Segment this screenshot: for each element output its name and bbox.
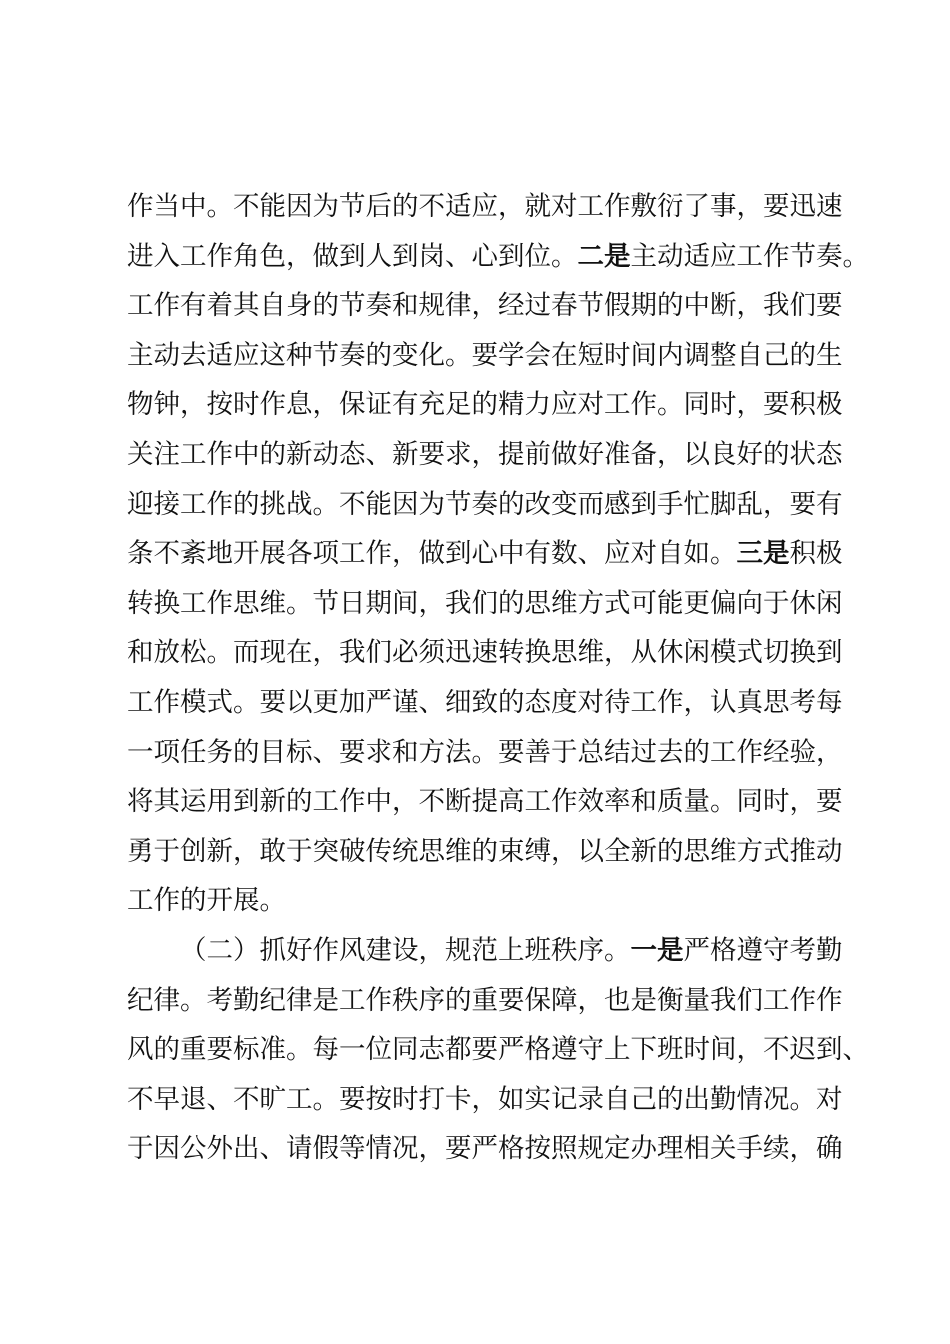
line-text: 勇于创新，敢于突破传统思维的束缚，以全新的思维方式推动: [127, 835, 843, 867]
line-text: 条不紊地开展各项工作，做到心中有数、应对自如。: [127, 538, 737, 570]
text-line: [127, 331, 847, 381]
text-line: [127, 380, 847, 430]
line-text: 和放松。而现在，我们必须迅速转换思维，从休闲模式切换到: [127, 637, 843, 669]
text-line: [127, 777, 847, 827]
text-line: [127, 430, 847, 480]
line-text: 主动适应工作节奏。: [630, 240, 869, 272]
text-line: [127, 182, 847, 232]
line-text: 关注工作中的新动态、新要求，提前做好准备，以良好的状态: [127, 438, 843, 470]
text-line: [127, 976, 847, 1026]
text-line: [127, 1075, 847, 1125]
line-text: 转换工作思维。节日期间，我们的思维方式可能更偏向于休闲: [127, 587, 843, 619]
line-text: 工作的开展。: [127, 885, 286, 917]
line-text: 于因公外出、请假等情况，要严格按照规定办理相关手续，确: [127, 1133, 843, 1165]
line-text: 不早退、不旷工。要按时打卡，如实记录自己的出勤情况。对: [127, 1083, 843, 1115]
line-text: 纪律。考勤纪律是工作秩序的重要保障，也是衡量我们工作作: [127, 984, 843, 1016]
emphasis-text: 三是: [736, 538, 790, 570]
text-line: [127, 678, 847, 728]
emphasis-text: 一是: [630, 934, 684, 966]
text-line: [127, 1025, 869, 1075]
line-text: 工作有着其自身的节奏和规律，经过春节假期的中断，我们要: [127, 290, 843, 322]
line-text: 风的重要标准。每一位同志都要严格遵守上下班时间，不迟到、: [127, 1034, 869, 1066]
emphasis-text: 二是: [577, 240, 631, 272]
line-text: 迎接工作的挑战。不能因为节奏的改变而感到手忙脚乱，要有: [127, 488, 843, 520]
line-text: 主动去适应这种节奏的变化。要学会在短时间内调整自己的生: [127, 339, 843, 371]
line-text: 积极: [789, 538, 843, 570]
text-line: [127, 628, 847, 678]
text-line: [127, 876, 847, 926]
line-text: 进入工作角色，做到人到岗、心到位。: [127, 240, 578, 272]
line-text: （二）抓好作风建设，规范上班秩序。: [180, 934, 631, 966]
line-text: 一项任务的目标、要求和方法。要善于总结过去的工作经验，: [127, 736, 843, 768]
text-line: [127, 529, 847, 579]
text-line: [127, 232, 869, 282]
line-text: 物钟，按时作息，保证有充足的精力应对工作。同时，要积极: [127, 389, 843, 421]
text-line: [127, 579, 847, 629]
text-line: [127, 1124, 847, 1174]
body-text: [127, 182, 869, 1174]
line-text: 工作模式。要以更加严谨、细致的态度对待工作，认真思考每: [127, 686, 843, 718]
text-line: [127, 728, 847, 778]
line-text: 将其运用到新的工作中，不断提高工作效率和质量。同时，要: [127, 786, 843, 818]
line-text: 作当中。不能因为节后的不适应，就对工作敷衍了事，要迅速: [127, 191, 843, 222]
text-line: [127, 827, 847, 877]
line-text: 严格遵守考勤: [683, 934, 843, 966]
text-line: [127, 926, 847, 976]
text-line: [127, 281, 847, 331]
text-line: [127, 480, 847, 530]
